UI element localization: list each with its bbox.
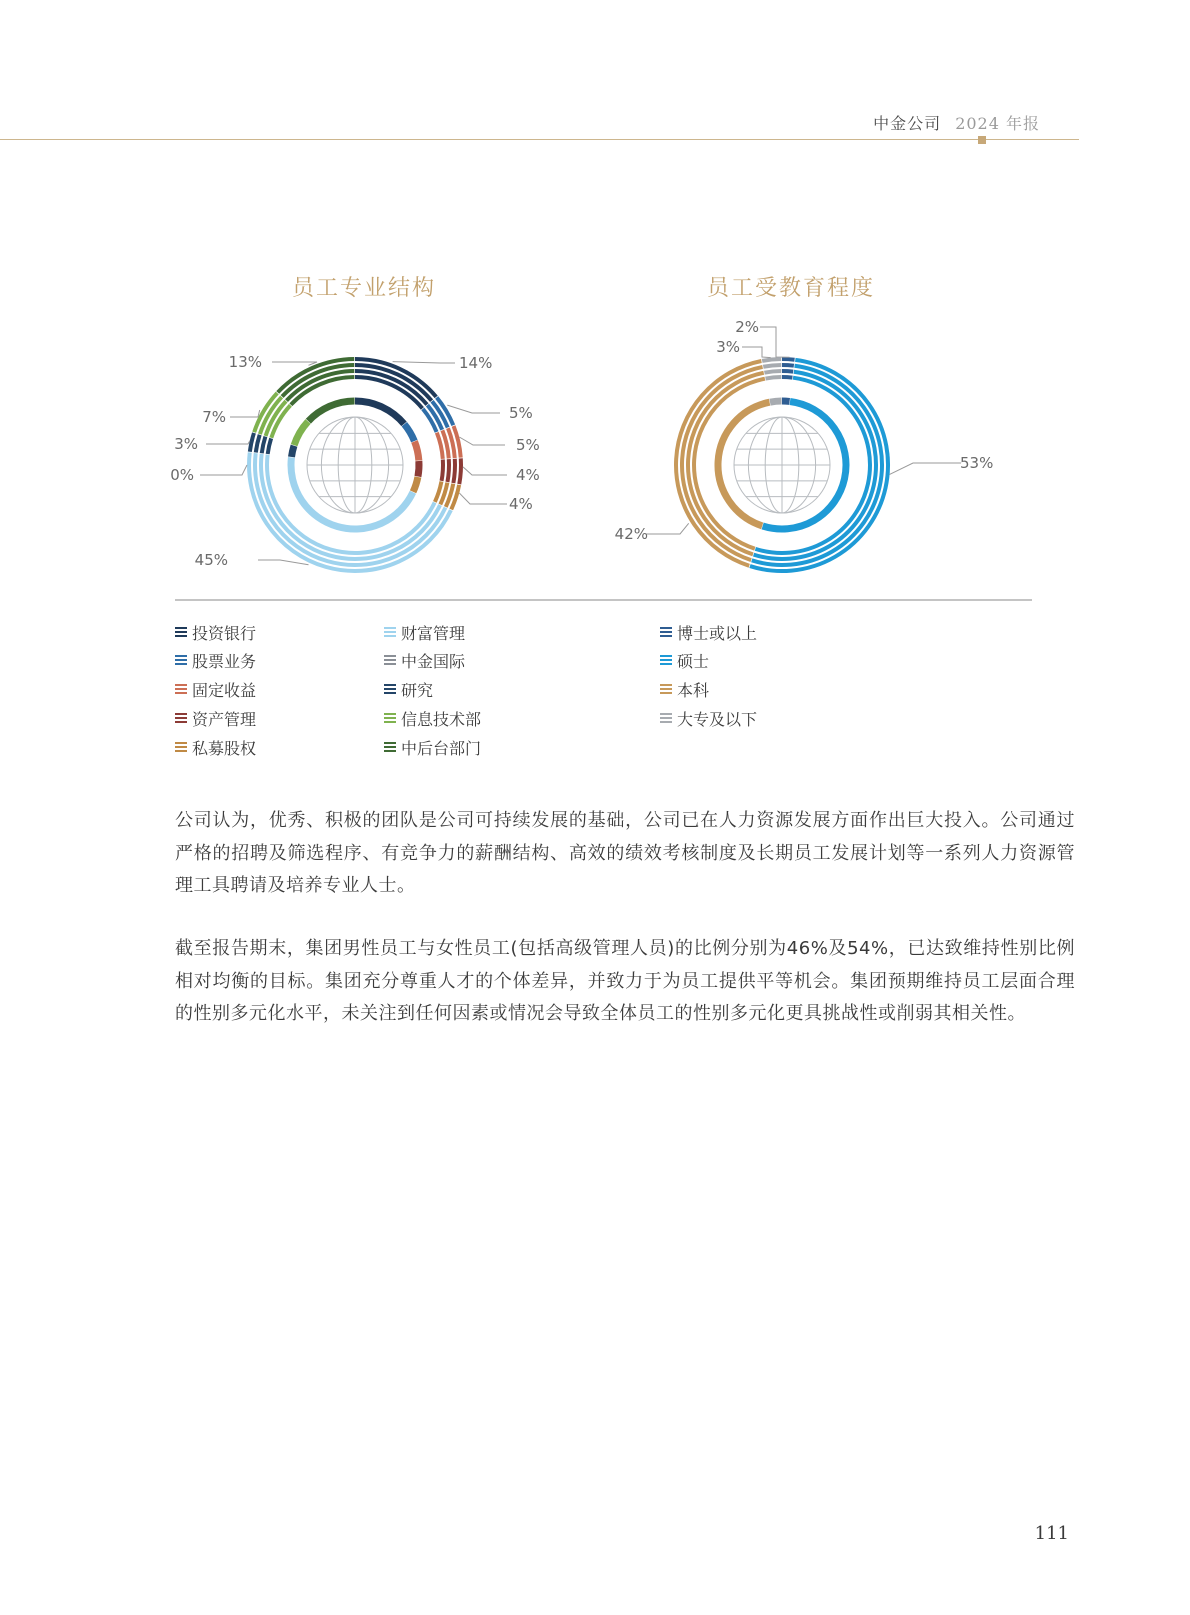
charts-canvas	[0, 0, 1190, 620]
legend-swatch	[175, 713, 187, 724]
prof-slice-0	[355, 359, 436, 424]
legend-swatch	[660, 655, 672, 666]
edu-leader-3	[742, 347, 771, 358]
legend-swatch	[175, 742, 187, 753]
prof-slice-8	[254, 393, 308, 445]
paragraph-team-investment: 公司认为，优秀、积极的团队是公司可持续发展的基础，公司已在人力资源发展方面作出巨大投入。公司通过严格的招聘及筛选程序、有竞争力的薪酬结构、高效的绩效考核制度及长期员工发展计划等一系列人力资源管理工具聘请及培养专业人士。	[175, 810, 1075, 896]
legend-label: 中金国际	[401, 651, 466, 671]
legend-item	[660, 621, 757, 643]
legend-label: 股票业务	[192, 651, 257, 671]
legend-item	[660, 649, 709, 671]
edu-label-0: 2%	[735, 318, 759, 336]
legend-label: 本科	[677, 680, 710, 700]
prof-leader-7	[206, 441, 250, 444]
legend-swatch	[384, 713, 396, 724]
legend-swatch	[384, 655, 396, 666]
header-report-title: 2024 年报	[955, 114, 1040, 133]
prof-label-5: 45%	[194, 551, 228, 569]
prof-label-2: 5%	[516, 436, 540, 454]
legend-label: 投资银行	[192, 623, 257, 643]
legend-item	[384, 707, 481, 729]
prof-leader-1	[447, 405, 500, 413]
prof-leader-9	[272, 362, 317, 365]
legend-item	[384, 621, 465, 643]
prof-label-8: 7%	[202, 408, 226, 426]
legend-label: 硕士	[677, 651, 710, 671]
legend-item	[384, 649, 465, 671]
edu-leader-0	[760, 327, 790, 357]
legend-label: 博士或以上	[677, 623, 758, 643]
prof-label-6: 0%	[170, 466, 194, 484]
legend-label: 信息技术部	[401, 709, 482, 729]
legend-item	[384, 736, 481, 758]
edu-slice-0	[782, 359, 795, 401]
legend-item	[384, 678, 433, 700]
legend-swatch	[384, 684, 396, 695]
globe-icon	[734, 417, 830, 513]
prof-leader-2	[459, 437, 505, 445]
legend-swatch	[175, 655, 187, 666]
legend-swatch	[175, 684, 187, 695]
legend-item	[660, 707, 757, 729]
legend-swatch	[384, 742, 396, 753]
edu-leader-2	[646, 523, 689, 534]
page-number: 111	[1034, 1523, 1069, 1544]
prof-slice-9	[278, 359, 355, 421]
legend-label: 中后台部门	[401, 738, 482, 758]
legend-label: 私募股权	[192, 738, 257, 758]
prof-leader-0	[393, 362, 455, 363]
legend-item	[660, 678, 709, 700]
edu-label-1: 53%	[960, 454, 994, 472]
prof-leader-8	[230, 410, 260, 417]
prof-label-9: 13%	[228, 353, 262, 371]
legend-swatch	[384, 627, 396, 638]
prof-label-3: 4%	[516, 466, 540, 484]
legend-label: 研究	[401, 680, 434, 700]
legend-label: 大专及以下	[677, 709, 758, 729]
prof-label-4: 4%	[509, 495, 533, 513]
edu-label-3: 3%	[716, 338, 740, 356]
legend-label: 固定收益	[192, 680, 257, 700]
legend-swatch	[660, 684, 672, 695]
prof-label-7: 3%	[174, 435, 198, 453]
chart-title-professional: 员工专业结构	[291, 276, 437, 301]
paragraph-gender-diversity: 截至报告期末，集团男性员工与女性员工(包括高级管理人员)的比例分别为46%及54%，已达致维持性别比例相对均衡的目标。集团充分尊重人才的个体差异，并致力于为员工提供平等机会。集团预期维持员工层面合理的性别多元化水平，未关注到任何因素或情况会导致全体员工的性别多元化更具挑战性或削弱其相关性。	[175, 938, 1075, 1024]
prof-leader-3	[463, 467, 507, 475]
prof-label-1: 5%	[509, 404, 533, 422]
legend-label: 财富管理	[401, 623, 466, 643]
legend-label: 资产管理	[192, 709, 257, 729]
header-company: 中金公司	[873, 114, 942, 133]
legend-item	[175, 678, 256, 700]
legend-swatch	[660, 713, 672, 724]
edu-label-2: 42%	[614, 525, 648, 543]
chart-education-level	[615, 318, 994, 571]
prof-label-0: 14%	[459, 354, 493, 372]
legend-swatch	[660, 627, 672, 638]
legend-item	[175, 649, 256, 671]
chart-title-education: 员工受教育程度	[706, 276, 876, 301]
edu-leader-1	[890, 463, 961, 474]
prof-slice-3	[418, 458, 461, 484]
prof-leader-4	[459, 493, 507, 504]
prof-leader-5	[258, 560, 309, 565]
legend-item	[175, 736, 256, 758]
globe-icon	[307, 417, 403, 513]
legend-item	[175, 621, 256, 643]
prof-leader-6	[200, 465, 247, 475]
legend-item	[175, 707, 256, 729]
chart-professional-structure	[170, 353, 540, 571]
legend-swatch	[175, 627, 187, 638]
edu-slice-2	[676, 361, 770, 566]
